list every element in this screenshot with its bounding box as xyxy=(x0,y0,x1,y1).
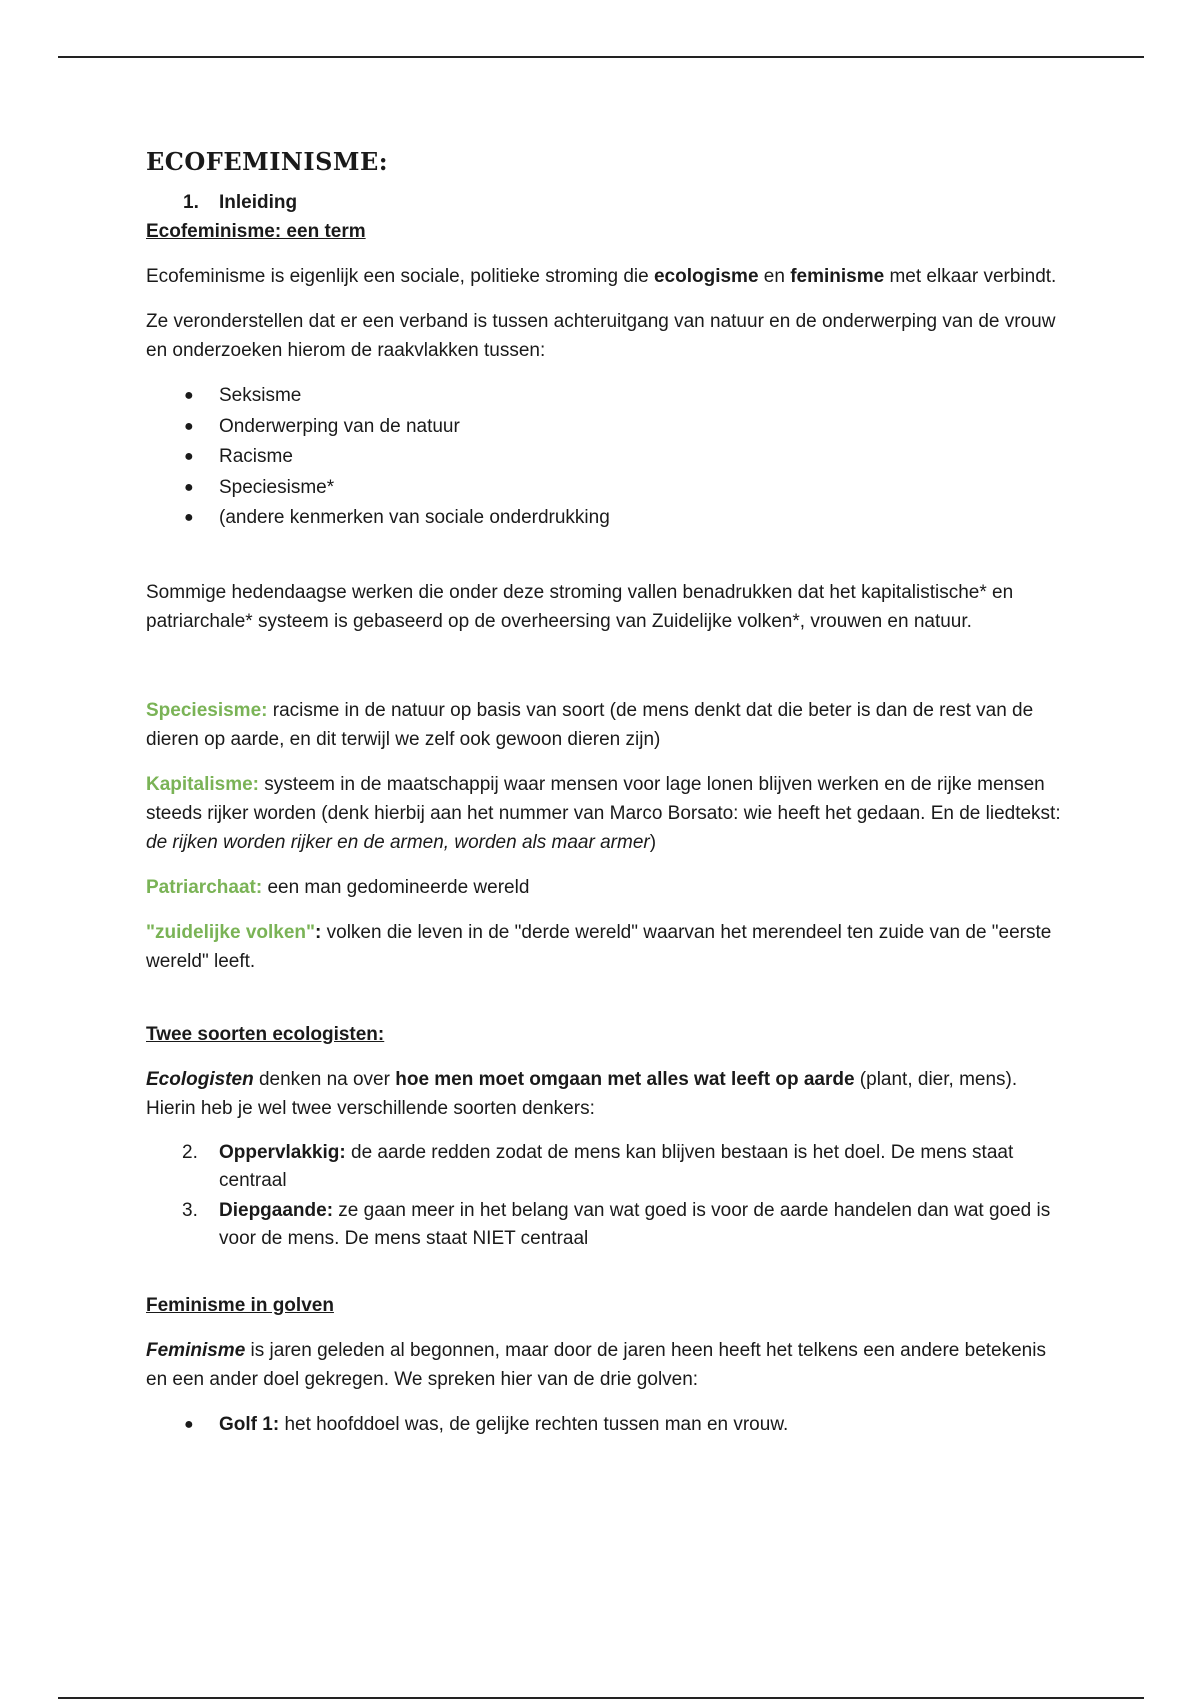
definition-zuidelijke-volken: "zuidelijke volken": volken die leven in de "derde wereld" waarvan het merendeel ten zuide van de "eerste wereld" leeft. xyxy=(146,921,1052,972)
list-item: 2. Oppervlakkig: de aarde redden zodat de mens kan blijven bestaan is het doel. De mens staat centraal xyxy=(182,1141,1014,1191)
paragraph-hedendaagse-werken: Sommige hedendaagse werken die onder deze stroming vallen benadrukken dat het kapitalistische* en patriarchale* systeem is gebaseerd op de overheersing van Zuidelijke volken*, vrouwen en natuur. xyxy=(146,581,1014,632)
bullet-list-golven xyxy=(146,1410,1066,1441)
list-item: ● Onderwerping van de natuur xyxy=(146,412,1066,443)
paragraph-intro: Ecofeminisme is eigenlijk een sociale, politieke stroming die ecologisme en feminisme met elkaar verbindt. xyxy=(146,266,1057,287)
definition-speciesisme: Speciesisme: racisme in de natuur op basis van soort (de mens denkt dat die beter is dan de rest van de dieren op aarde, en dit terwijl we zelf ook gewoon dieren zijn) xyxy=(146,699,1034,750)
bullet-list-raakvlakken xyxy=(146,381,1066,534)
paragraph-feminisme: Feminisme is jaren geleden al begonnen, maar door de jaren heen heeft het telkens een andere betekenis en een ander doel gekregen. We spreken hier van de drie golven: xyxy=(146,1339,1046,1390)
definition-term: Speciesisme: xyxy=(146,699,268,721)
bullet-icon: ● xyxy=(184,509,194,526)
definition-term: Patriarchaat: xyxy=(146,876,263,898)
list-item: ● Speciesisme* xyxy=(146,473,1066,504)
section-heading-inleiding xyxy=(146,188,1066,217)
header-rule xyxy=(58,56,1144,58)
bullet-icon: ● xyxy=(184,478,194,496)
bullet-icon: ● xyxy=(184,387,194,404)
subheading-feminisme-golven: Feminisme in golven xyxy=(146,1294,334,1316)
bullet-icon: ● xyxy=(184,417,194,435)
definition-patriarchaat: Patriarchaat: een man gedomineerde wereld xyxy=(146,876,530,898)
definition-term: Kapitalisme: xyxy=(146,773,259,795)
list-item: ● Seksisme xyxy=(146,381,1066,412)
list-item: ● (andere kenmerken van sociale onderdrukking xyxy=(146,503,1066,534)
list-item: ● Golf 1: het hoofddoel was, de gelijke rechten tussen man en vrouw. xyxy=(146,1410,1066,1441)
document-page xyxy=(146,144,1066,1440)
numbered-list-ecologisten xyxy=(146,1139,1066,1253)
section-label: Inleiding xyxy=(219,192,298,213)
paragraph-ecologisten: Ecologisten denken na over hoe men moet omgaan met alles wat leeft op aarde (plant, dier, mens). Hierin heb je wel twee verschillende soorten denkers: xyxy=(146,1068,1018,1119)
bullet-icon: ● xyxy=(184,1415,194,1433)
list-item: ● Racisme xyxy=(146,442,1066,473)
document-title: ECOFEMINISME: xyxy=(146,147,389,176)
subheading-term: Ecofeminisme: een term xyxy=(146,221,366,242)
section-number: 1. xyxy=(183,192,199,213)
subheading-ecologisten: Twee soorten ecologisten: xyxy=(146,1023,385,1045)
footer-rule xyxy=(58,1697,1144,1699)
bullet-icon: ● xyxy=(184,448,194,465)
paragraph-verband: Ze veronderstellen dat er een verband is tussen achteruitgang van natuur en de onderwerping van de vrouw en onderzoeken hierom de raakvlakken tussen: xyxy=(146,311,1056,361)
list-item: 3. Diepgaande: ze gaan meer in het belang van wat goed is voor de aarde handelen dan wat goed is voor de mens. De mens staat NIET centraal xyxy=(182,1199,1051,1249)
definition-term: "zuidelijke volken" xyxy=(146,921,316,943)
definition-kapitalisme: Kapitalisme: systeem in de maatschappij waar mensen voor lage lonen blijven werken en de rijke mensen steeds rijker worden (denk hierbij aan het nummer van Marco Borsato: wie heeft het gedaan. En de liedtekst: de rijken worden rijker en de armen, worden als maar armer) xyxy=(146,773,1061,853)
